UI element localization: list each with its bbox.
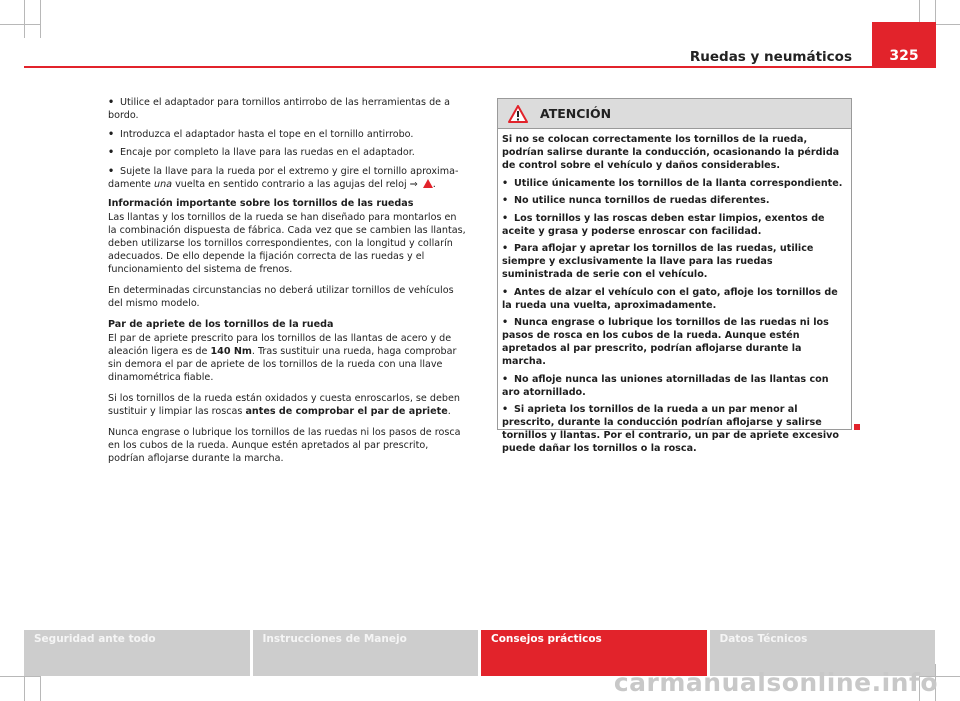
warning-title: ATENCIÓN [540, 106, 612, 121]
warning-body [498, 129, 851, 455]
tab-seguridad[interactable]: Seguridad ante todo [24, 630, 250, 676]
warning-item: • Antes de alzar el vehículo con el gato, afloje los tornillos de la rueda una vuelta, aproximadamente. [502, 286, 845, 312]
tab-consejos[interactable]: Consejos prácticos [481, 630, 707, 676]
warning-item: • No afloje nunca las uniones atornilladas de las llantas con aro atornillado. [502, 373, 845, 399]
page-number: 325 [872, 22, 936, 68]
warning-triangle-icon [508, 105, 528, 123]
warning-intro: Si no se colocan correctamente los tornillos de la rueda, podrían salirse durante la conducción, ocasionando la pérdida de control sobre el vehículo y daños considerables. [502, 134, 840, 171]
warning-item: • Nunca engrase o lubrique los tornillos de las ruedas ni los pasos de rosca en los cubos de la rueda. Aunque estén apretados al par prescrito, podrían aflojarse durante la marcha. [502, 316, 845, 368]
crop-mark [40, 0, 41, 38]
paragraph-grease: Nunca engrase o lubrique los tornillos de las ruedas ni los pasos de rosca en los cubos de la rueda. Aunque estén apretados al par prescrito, podrían aflojarse durante la marcha. [108, 426, 461, 464]
emphasis-text: una [154, 178, 173, 190]
crop-mark [0, 676, 40, 677]
paragraph-text: . [447, 405, 451, 417]
crop-mark [24, 0, 25, 38]
tab-datos-tecnicos[interactable]: Datos Técnicos [710, 630, 936, 676]
warning-header [498, 99, 851, 129]
warning-box [497, 98, 852, 454]
paragraph-text: Si los tornillos de la rueda están oxidados y cuesta enroscarlos, se deben sustituir y limpiar las roscas [108, 392, 460, 417]
tab-instrucciones[interactable]: Instrucciones de Manejo [253, 630, 479, 676]
section-end-marker [854, 424, 860, 430]
left-column [108, 96, 466, 470]
list-item-text: vuelta en sentido contrario a las agujas del reloj ⇒ [172, 178, 421, 190]
crop-mark [0, 24, 40, 25]
subheading-info: Información importante sobre los tornillos de las ruedas [108, 197, 414, 209]
emphasis-text: antes de comprobar el par de apriete [245, 405, 448, 417]
warning-item: • Utilice únicamente los tornillos de la llanta correspondiente. [502, 177, 845, 190]
header-rule [24, 66, 936, 68]
paragraph-text: . Tras sustituir una rueda, haga comprobar sin demora el par de apriete de los tornillos de la rueda con una llave dinamométrica fiable. [108, 345, 457, 383]
list-item: • Introduzca el adaptador hasta el tope en el tornillo antirrobo. [108, 128, 466, 141]
list-item-text: Sujete la llave para la rueda por el extremo y gire el tornillo aproximadamente [108, 165, 459, 190]
list-item: • Sujete la llave para la rueda por el extremo y gire el tornillo aproximadamente una vuelta en sentido contrario a las agujas del reloj ⇒ . [108, 165, 466, 191]
warning-item: • No utilice nunca tornillos de ruedas diferentes. [502, 194, 845, 207]
paragraph-info: Las llantas y los tornillos de la rueda se han diseñado para montarlos en la combinación dispuesta de fábrica. Cada vez que se cambien las llantas, deben utilizarse los tornillos correspondientes, con la longitud y collarín adecuados. De ello depende la fijación correcta de las ruedas y el funcionamiento del sistema de frenos. [108, 211, 466, 275]
warning-reference-icon[interactable] [423, 179, 433, 188]
subheading-torque: Par de apriete de los tornillos de la rueda [108, 318, 334, 330]
paragraph-other-vehicles: En determinadas circunstancias no deberá utilizar tornillos de vehículos del mismo modelo. [108, 284, 454, 309]
list-item: • Encaje por completo la llave para las ruedas en el adaptador. [108, 146, 466, 159]
warning-item: • Los tornillos y las roscas deben estar limpios, exentos de aceite y grasa y poderse enroscar con facilidad. [502, 212, 845, 238]
warning-item: • Para aflojar y apretar los tornillos de las ruedas, utilice siempre y exclusivamente la llave para las ruedas suministrada de serie con el vehículo. [502, 242, 845, 281]
section-title: Ruedas y neumáticos [689, 49, 852, 65]
watermark: carmanualsonline.info [613, 668, 938, 697]
paragraph-oxidized [108, 392, 466, 418]
paragraph-text: El par de apriete prescrito para los tornillos de las llantas de acero y de aleación ligera es de [108, 332, 452, 357]
list-item: • Utilice el adaptador para tornillos antirrobo de las herramientas de a bordo. [108, 96, 466, 122]
paragraph-torque [108, 332, 466, 384]
torque-value: 140 Nm [210, 345, 252, 357]
warning-item: • Si aprieta los tornillos de la rueda a un par menor al prescrito, durante la conducción podrían aflojarse y salirse tornillos y llantas. Por el contrario, un par de apriete excesivo puede dañar los tornillos o la rosca. [502, 403, 845, 455]
